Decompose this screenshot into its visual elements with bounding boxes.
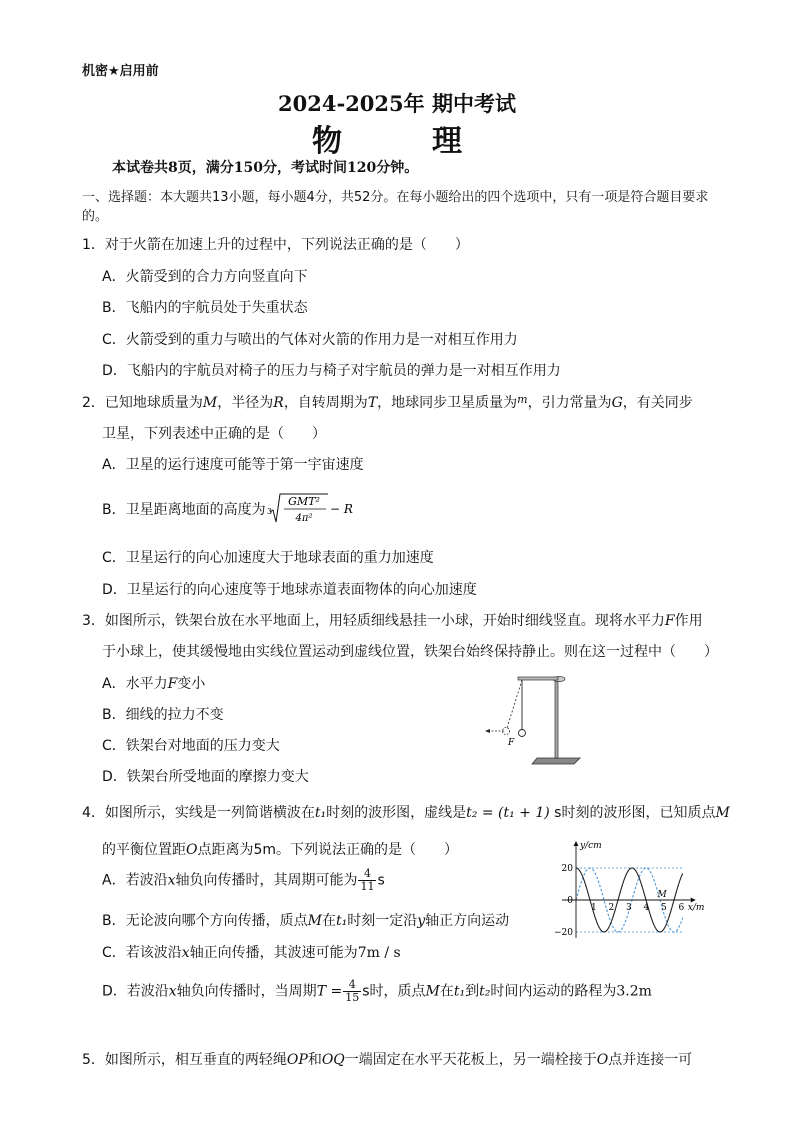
q3-stem-part: 作用 (674, 613, 703, 629)
q2-stem-part: ，引力常量为 (527, 395, 612, 411)
x-tick-label: 3 (626, 903, 632, 913)
q2-var-t: T (367, 395, 378, 411)
q2-var-m-earth: M (202, 395, 218, 411)
q4-var-t2: t₂ (479, 983, 491, 1000)
q4-option-part: 时刻一定沿 (347, 913, 418, 929)
q3-option-d: D．铁架台所受地面的摩擦力变大 (102, 769, 309, 785)
string-dashed (507, 680, 522, 728)
q4-stem-part: 4．如图所示，实线是一列简谐横波在 (82, 805, 315, 821)
x-axis-label: x/m (687, 903, 704, 913)
y-tick-label: 20 (561, 864, 573, 874)
q4-var-m: M (425, 983, 440, 1000)
exam-note: 本试卷共8页，满分150分，考试时间120分钟。 (112, 160, 419, 176)
q4-var-x: x (167, 872, 176, 889)
q3-var-f: F (167, 676, 178, 692)
q2-stem-part: ，半径为 (217, 395, 274, 411)
q4-stem-line2 (102, 839, 458, 859)
q2-option-b (102, 492, 356, 526)
y-tick-label: −20 (554, 928, 573, 938)
q4-option-a-fraction (358, 868, 376, 893)
x-tick-label: 4 (643, 903, 650, 913)
q4-var-x: x (168, 983, 177, 1000)
root-denominator: 4π² (295, 513, 313, 524)
q4-option-c-value: 7m / s (357, 945, 401, 961)
q4-var-o: O (186, 842, 198, 858)
q4-stem (82, 802, 730, 822)
q2-stem (82, 392, 693, 412)
q3-stem-part: 3．如图所示，铁架台放在水平地面上，用轻质细线悬挂一小球，开始时细线竖直。现将水平力 (82, 613, 665, 629)
fraction-denominator: 11 (360, 880, 375, 893)
q4-var-t1: t₁ (314, 805, 327, 821)
x-tick-label: 5 (661, 903, 667, 913)
y-axis-label: y/cm (580, 841, 602, 851)
iron-stand-figure (482, 672, 592, 768)
subject-title: 物 理 (312, 124, 492, 159)
q5-stem-part: 点并连接一可 (608, 1052, 693, 1068)
fraction-numerator: 4 (358, 868, 376, 881)
root-tail: − R (329, 502, 353, 516)
q3-stem-line2: 于小球上，使其缓慢地由实线位置运动到虚线位置，铁架台始终保持静止。则在这一过程中（ ） (102, 644, 718, 660)
q5-var-oq: OQ (321, 1052, 345, 1068)
q4-option-part: A．若波沿 (102, 872, 168, 889)
stand-base (532, 758, 580, 764)
q5-stem (82, 1049, 692, 1069)
x-tick-label: 1 (591, 903, 597, 913)
q5-var-op: OP (286, 1052, 308, 1068)
q4-option-c (102, 942, 401, 962)
q5-stem-part: 一端固定在水平天花板上，另一端栓接于 (344, 1052, 597, 1068)
q4-option-part: 轴正向传播，其波速可能为 (189, 945, 358, 961)
q3-option-b: B．细线的拉力不变 (102, 707, 224, 723)
q2-stem-part: 2．已知地球质量为 (82, 395, 203, 411)
q4-option-part: 在 (321, 913, 336, 929)
y-tick-label: 0 (567, 896, 573, 906)
q4-option-a (102, 868, 385, 893)
q4-var-t: T = (316, 983, 343, 1000)
q1-stem: 1．对于火箭在加速上升的过程中，下列说法正确的是（ ） (82, 237, 469, 253)
q2-option-a: A．卫星的运行速度可能等于第一宇宙速度 (102, 457, 364, 473)
q5-var-o: O (596, 1052, 609, 1068)
stand-arm (518, 677, 558, 680)
q1-option-a: A．火箭受到的合力方向竖直向下 (102, 269, 308, 285)
q3-option-a-part: A．水平力 (102, 676, 168, 692)
q3-option-a-part: 变小 (177, 676, 206, 692)
q4-option-part: C．若该波沿 (102, 945, 182, 961)
wave-chart (554, 838, 704, 948)
y-axis-arrow (574, 841, 579, 846)
q4-var-m: M (307, 913, 322, 929)
q3-option-a (102, 673, 205, 693)
q4-option-b (102, 910, 509, 930)
q4-var-y: y (417, 913, 426, 929)
q2-cube-root (266, 492, 356, 526)
q5-stem-part: 5．如图所示，相互垂直的两轻绳 (82, 1052, 287, 1068)
q2-var-g: G (611, 395, 623, 411)
stand-rod (555, 678, 558, 758)
fraction-numerator: 4 (343, 979, 361, 992)
fraction-denominator: 15 (345, 991, 360, 1004)
q4-var-t2-expr: t₂ = (t₁ + 1) (466, 805, 550, 821)
point-m-label: M (657, 890, 667, 900)
root-numerator: GMT² (287, 495, 320, 508)
q4-option-d-value: 3.2m (616, 983, 652, 1000)
q4-stem-part: 时刻的波形图，虚线是 (326, 805, 467, 821)
q2-stem-part: ，自转周期为 (283, 395, 368, 411)
q4-option-part: D．若波沿 (102, 983, 169, 1000)
force-arrowhead (485, 729, 490, 733)
q2-var-r: R (273, 395, 284, 411)
section-intro: 一、选择题：本大题共13小题，每小题4分，共52分。在每小题给出的四个选项中，只有一项是符合题目要求的。 (82, 190, 709, 224)
q2-option-b-text: B．卫星距离地面的高度为 (102, 502, 266, 518)
q2-option-c: C．卫星运行的向心加速度大于地球表面的重力加速度 (102, 550, 434, 566)
q4-option-part: s时，质点 (362, 983, 426, 1000)
q4-option-part: 轴负向传播时，当周期 (176, 983, 317, 1000)
q4-option-d-fraction (343, 979, 361, 1004)
q1-option-d: D．飞船内的宇航员对椅子的压力与椅子对宇航员的弹力是一对相互作用力 (102, 363, 561, 379)
q4-option-part: 到 (465, 983, 480, 1000)
q4-var-x: x (181, 945, 190, 961)
q1-option-c: C．火箭受到的重力与喷出的气体对火箭的作用力是一对相互作用力 (102, 332, 518, 348)
q4-option-part: 轴正方向运动 (425, 913, 510, 929)
q4-stem-part: 点距离为5m。下列说法正确的是（ ） (197, 842, 459, 858)
q2-stem-part: ，有关同步 (622, 395, 693, 411)
q2-option-d: D．卫星运行的向心速度等于地球赤道表面物体的向心加速度 (102, 582, 477, 598)
q2-var-m-sat: m (517, 393, 528, 406)
q4-stem-part: s时刻的波形图，已知质点 (549, 805, 716, 821)
q3-stem (82, 610, 703, 630)
q4-var-t1: t₁ (453, 983, 466, 1000)
force-label: F (508, 738, 515, 748)
root-index: 3 (266, 507, 272, 516)
q5-stem-part: 和 (307, 1052, 322, 1068)
x-tick-label: 6 (678, 903, 685, 913)
q4-option-part: 时间内运动的路程为 (490, 983, 617, 1000)
q4-option-part: 轴负向传播时，其周期可能为 (175, 872, 358, 889)
x-tick-label: 2 (608, 903, 615, 913)
q4-option-part: B．无论波向哪个方向传播，质点 (102, 913, 308, 929)
q2-stem-line2: 卫星，下列表述中正确的是（ ） (102, 426, 326, 442)
q4-option-d (102, 979, 652, 1004)
q4-option-part: s (377, 872, 385, 889)
q4-var-m: M (715, 805, 730, 821)
q4-stem-part: 的平衡位置距 (102, 842, 186, 858)
ball-solid (519, 730, 526, 737)
q3-option-c: C．铁架台对地面的压力变大 (102, 738, 280, 754)
q1-option-b: B．飞船内的宇航员处于失重状态 (102, 300, 308, 316)
q4-var-t1: t₁ (335, 913, 348, 929)
q4-option-part: 在 (439, 983, 454, 1000)
exam-title: 2024-2025年 期中考试 (278, 91, 516, 116)
x-axis-arrow (691, 898, 696, 903)
q2-stem-part: ，地球同步卫星质量为 (377, 395, 518, 411)
q3-var-f: F (664, 613, 675, 629)
secret-mark: 机密★启用前 (82, 64, 159, 79)
